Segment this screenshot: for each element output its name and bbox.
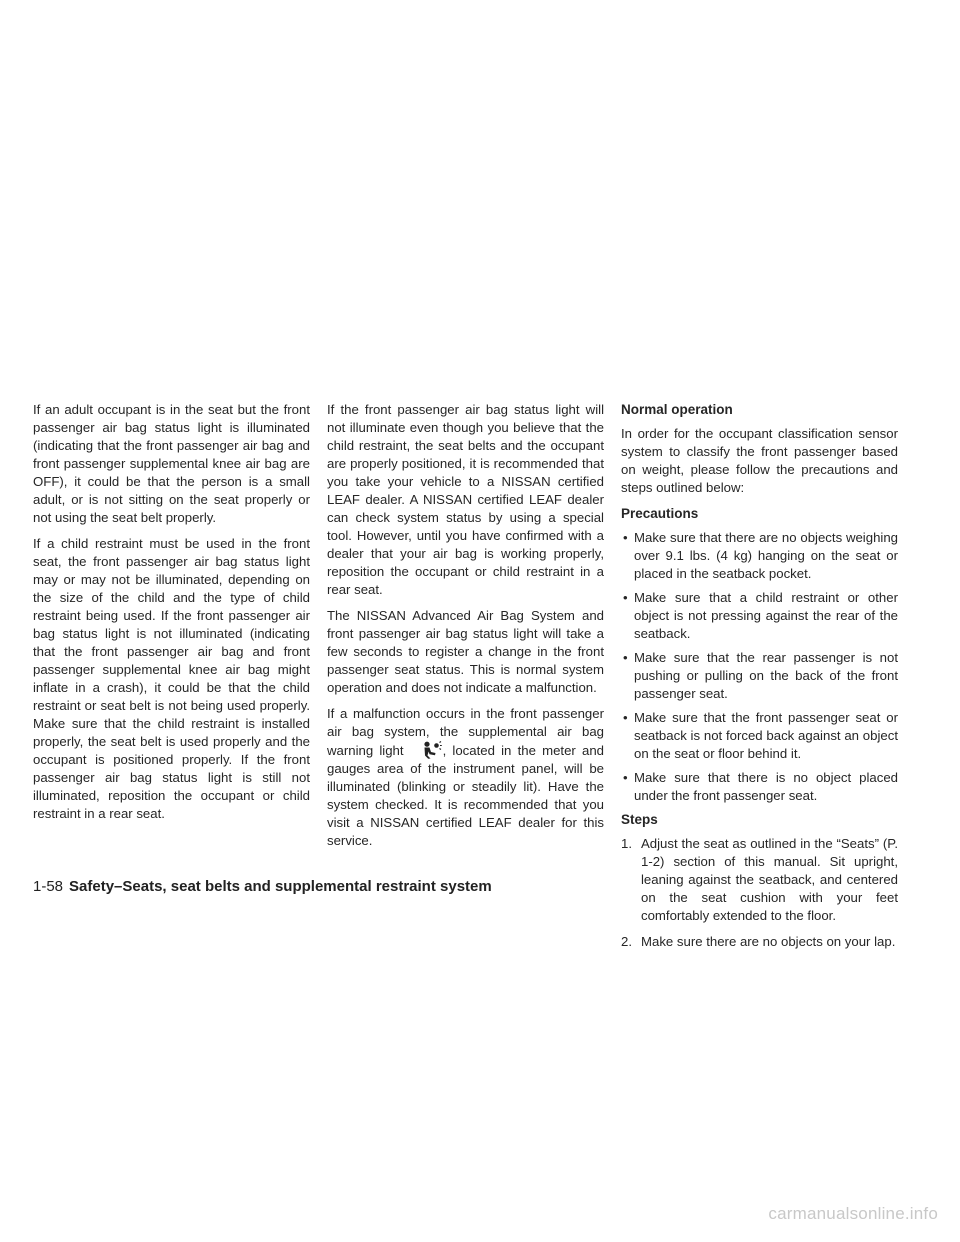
list-item-text: Make sure there are no objects on your lap. — [641, 934, 896, 949]
airbag-warning-icon — [420, 741, 442, 759]
column-3 — [621, 401, 898, 959]
bullet: • — [623, 590, 628, 605]
paragraph: The NISSAN Advanced Air Bag System and front passenger air bag status light will take a few seconds to register a change in the front passenger seat status. This is normal system operation and does not indicate a malfunction. — [327, 608, 604, 695]
section-heading: Normal operation — [621, 402, 733, 417]
page-number: 1-58 — [33, 878, 64, 895]
list-item-text: Make sure that the rear passenger is not pushing or pulling on the back of the front passenger seat. — [634, 650, 898, 701]
step-number: 2. — [621, 934, 632, 949]
precautions-list — [621, 529, 898, 805]
paragraph: If the front passenger air bag status light will not illuminate even though you believe that the child restraint, the seat belts and the occupant are properly positioned, it is recommended that you take your vehicle to a NISSAN certified LEAF dealer. A NISSAN certified LEAF dealer can check system status by using a special tool. However, until you have confirmed with a dealer that your air bag is working properly, reposition the occupant or child restraint in a rear seat. — [327, 402, 604, 597]
list-item-text: Make sure that there is no object placed under the front passenger seat. — [634, 770, 898, 803]
list-item-text: Make sure that a child restraint or other object is not pressing against the rear of the seatback. — [634, 590, 898, 641]
list-item — [621, 649, 898, 703]
list-item — [621, 933, 898, 951]
bullet: • — [623, 530, 628, 545]
list-item — [621, 769, 898, 805]
list-item-text: Make sure that there are no objects weighing over 9.1 lbs. (4 kg) hanging on the seat or placed in the seatback pocket. — [634, 530, 898, 581]
step-number: 1. — [621, 836, 632, 851]
list-item — [621, 589, 898, 643]
bullet: • — [623, 650, 628, 665]
page-footer — [33, 877, 492, 897]
list-item — [621, 835, 898, 925]
watermark: carmanualsonline.info — [768, 1204, 938, 1223]
section-title: Safety–Seats, seat belts and supplemental restraint system — [69, 878, 492, 895]
list-item-text: Make sure that the front passenger seat or seatback is not forced back against an object on the seat or floor behind it. — [634, 710, 898, 761]
paragraph: If a child restraint must be used in the front seat, the front passenger air bag status light may or may not be illuminated, depending on the size of the child and the type of child restraint being used. If the front passenger air bag status light is not illuminated (indicating that the front passenger air bag and front passenger supplemental knee air bag might inflate in a crash), it could be that the child restraint or seat belt is not being used properly. Make sure that the child restraint is installed properly, the seat belt is used properly and the occupant is positioned properly. If the front passenger air bag status light is still not illuminated, reposition the occupant or child restraint in a rear seat. — [33, 536, 310, 821]
subsection-heading: Steps — [621, 812, 658, 827]
bullet: • — [623, 770, 628, 785]
column-1 — [33, 401, 310, 831]
bullet: • — [623, 710, 628, 725]
paragraph: If an adult occupant is in the seat but the front passenger air bag status light is illuminated (indicating that the front passenger air bag and front passenger supplemental knee air bag are OFF), it could be that the person is a small adult, or is not sitting on the seat properly or not using the seat belt properly. — [33, 402, 310, 525]
list-item — [621, 529, 898, 583]
steps-list — [621, 835, 898, 951]
column-2 — [327, 401, 604, 858]
paragraph-text: If a malfunction occurs in the front passenger air bag system, the supplemental air bag warning light — [327, 706, 604, 758]
paragraph: In order for the occupant classification sensor system to classify the front passenger based on weight, please follow the precautions and steps outlined below: — [621, 426, 898, 495]
subsection-heading: Precautions — [621, 506, 699, 521]
paragraph-text: , located in the meter and gauges area of the instrument panel, will be illuminated (blinking or steadily lit). Have the system checked. It is recommended that you visit a NISSAN certified LEAF dealer for this service. — [327, 743, 604, 848]
list-item-text: Adjust the seat as outlined in the “Seats” (P. 1-2) section of this manual. Sit upright, leaning against the seatback, and centered on the seat cushion with your feet comfortably extended to the floor. — [641, 836, 898, 923]
list-item — [621, 709, 898, 763]
paragraph — [327, 705, 604, 850]
